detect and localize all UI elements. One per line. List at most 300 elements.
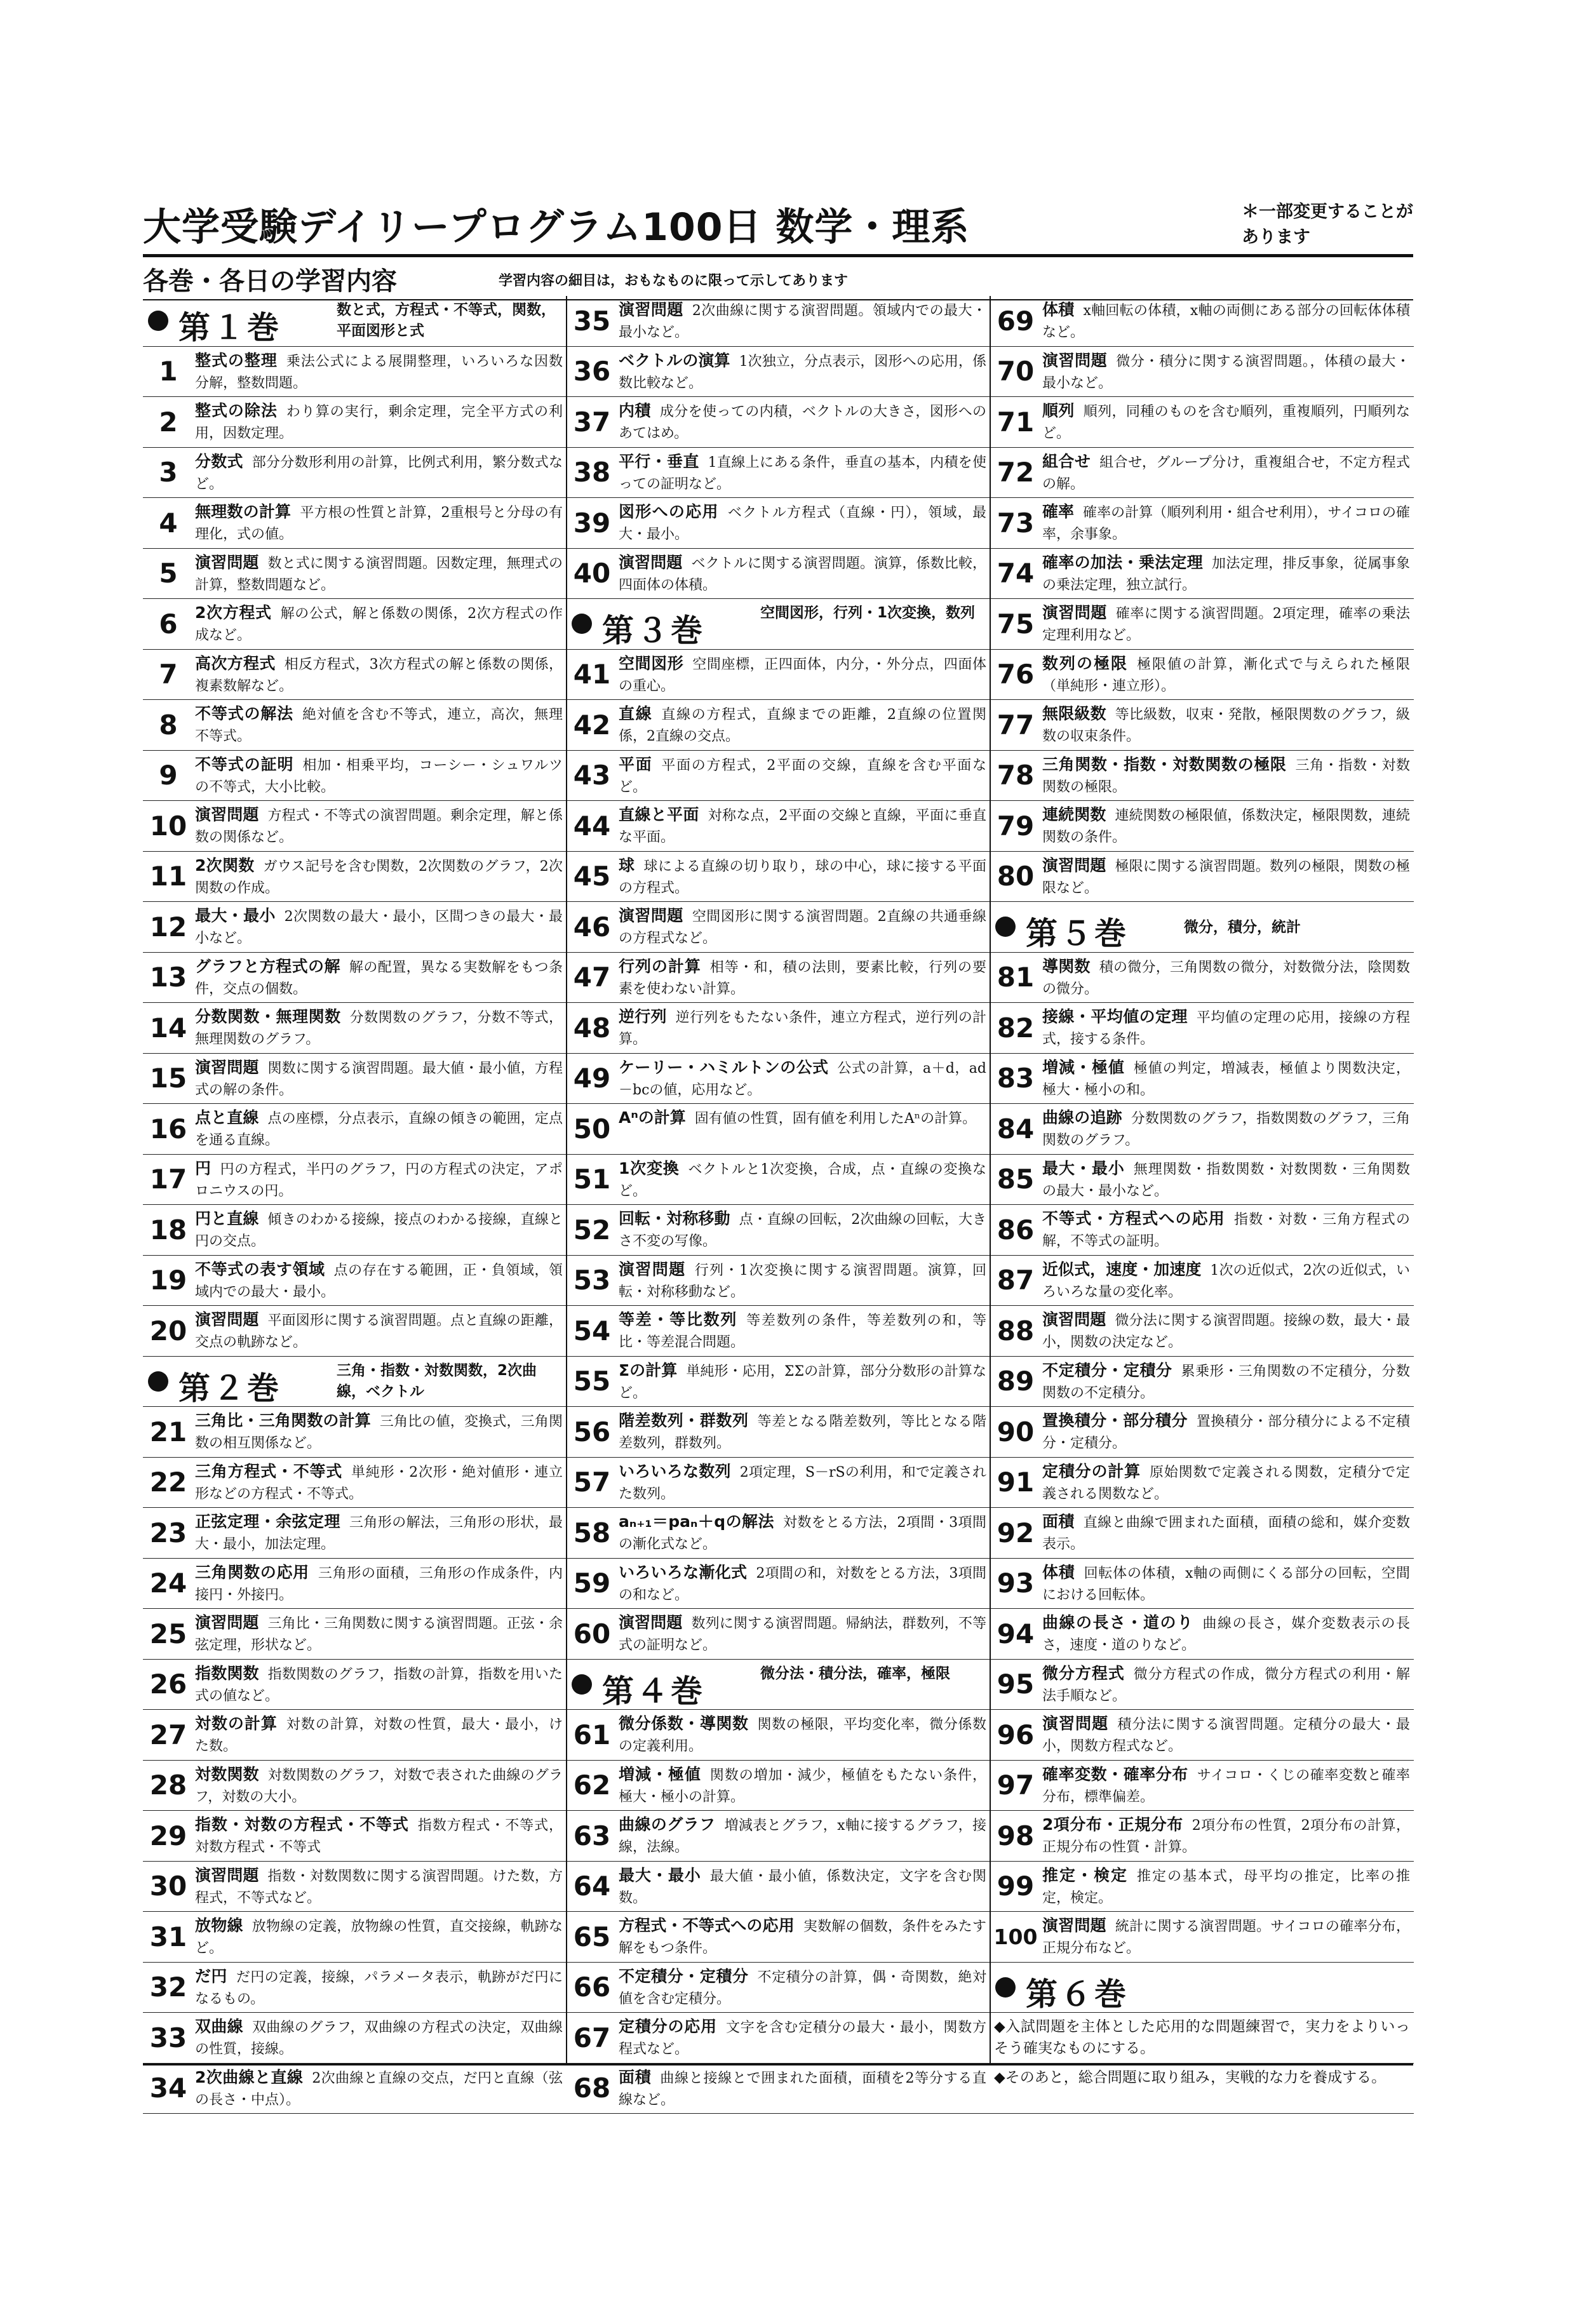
day-topic: 整式の整理 xyxy=(195,351,278,370)
day-description: 2次曲線と直線の交点，だ円と直線（弦の長さ・中点）。 xyxy=(195,2070,563,2108)
day-number: 71 xyxy=(997,406,1035,438)
volume-header xyxy=(990,902,1414,953)
day-entry xyxy=(990,1912,1414,1963)
day-entry xyxy=(567,498,990,549)
day-topic: グラフと方程式の解 xyxy=(195,957,340,976)
day-description: 極値の判定，増減表，極値より関数決定，極大・極小の和。 xyxy=(1042,1060,1410,1098)
day-description: 指数・対数関数に関する演習問題。けた数，方程式，不等式など。 xyxy=(195,1868,563,1906)
day-entry xyxy=(990,1761,1414,1811)
day-content xyxy=(195,1006,563,1051)
schedule-column-1 xyxy=(143,296,567,2108)
day-description: 直線と曲線で囲まれた面積，面積の総和，媒介変数表示。 xyxy=(1042,1515,1410,1552)
day-content xyxy=(195,1612,563,1656)
day-content xyxy=(1042,703,1410,748)
bullet-icon xyxy=(148,311,168,331)
day-topic: 方程式・不等式への応用 xyxy=(619,1916,795,1935)
day-topic: 導関数 xyxy=(1042,957,1091,976)
volume-subject: 数と式，方程式・不等式，関数，平面図形と式 xyxy=(337,302,556,339)
day-content xyxy=(1042,1814,1410,1858)
day-entry xyxy=(990,801,1414,852)
day-description: 三角形の面積，三角形の作成条件，内接円・外接円。 xyxy=(195,1565,563,1603)
day-topic: 不定積分・定積分 xyxy=(1042,1360,1172,1380)
day-topic: 微分方程式 xyxy=(1042,1663,1125,1683)
day-number: 66 xyxy=(573,1971,611,2003)
day-content xyxy=(1042,855,1410,899)
day-description: 微分法に関する演習問題。接線の数，最大・最小，関数の決定など。 xyxy=(1042,1313,1410,1350)
day-content xyxy=(619,1612,986,1656)
day-content xyxy=(619,855,986,899)
day-number: 24 xyxy=(149,1568,187,1599)
day-number: 20 xyxy=(149,1315,187,1347)
day-entry xyxy=(990,852,1414,903)
day-number: 75 xyxy=(997,608,1035,640)
day-number: 13 xyxy=(149,962,187,993)
day-topic: 演習問題 xyxy=(619,906,683,925)
day-entry xyxy=(990,953,1414,1004)
day-content xyxy=(1042,1915,1410,1959)
day-content xyxy=(619,1208,986,1253)
day-content xyxy=(619,1410,986,1454)
day-entry xyxy=(567,1357,990,1407)
day-description: 空間座標，正四面体，内分，・外分点，四面体の重心。 xyxy=(619,656,986,694)
day-description: 相反方程式，3次方程式の解と係数の関係，複素数解など。 xyxy=(195,656,563,694)
title-note: ＊一部変更することがあります xyxy=(1242,202,1413,247)
day-description: 積分法に関する演習問題。定積分の最大・最小，関数方程式など。 xyxy=(1042,1717,1410,1754)
day-description: 関数の増加・減少，極値をもたない条件，極大・極小の計算。 xyxy=(619,1767,986,1805)
day-number: 95 xyxy=(997,1669,1035,1700)
day-entry xyxy=(567,700,990,751)
day-topic: 点と直線 xyxy=(195,1108,259,1127)
volume-label: 第１巻 xyxy=(178,309,281,346)
day-entry xyxy=(143,650,567,701)
day-description: 統計に関する演習問題。サイコロの確率分布，正規分布など。 xyxy=(1042,1919,1410,1956)
day-content xyxy=(619,552,986,596)
day-topic: 演習問題 xyxy=(1042,603,1107,622)
day-description: 対数の計算，対数の性質，最大・最小，けた数。 xyxy=(195,1717,563,1754)
day-number: 52 xyxy=(573,1214,611,1246)
day-number: 35 xyxy=(573,305,611,337)
day-number: 86 xyxy=(997,1214,1035,1246)
day-content xyxy=(195,1663,563,1707)
day-topic: 曲線のグラフ xyxy=(619,1815,716,1834)
day-content xyxy=(619,754,986,798)
day-description: 関数の極限，平均変化率，微分係数の定義利用。 xyxy=(619,1717,986,1754)
day-entry xyxy=(990,1609,1414,1660)
day-number: 28 xyxy=(149,1770,187,1801)
day-topic: 組合せ xyxy=(1042,452,1091,471)
day-content xyxy=(1042,1865,1410,1909)
day-entry xyxy=(990,397,1414,448)
day-entry xyxy=(990,1155,1414,1206)
day-entry xyxy=(143,1862,567,1912)
day-description: 増減表とグラフ，x軸に接するグラフ，接線，法線。 xyxy=(619,1818,986,1855)
day-entry xyxy=(567,1407,990,1458)
day-entry xyxy=(990,1205,1414,1256)
volume-subject: 三角・指数・対数関数，2次曲線，ベクトル xyxy=(337,1362,537,1400)
day-number: 27 xyxy=(149,1719,187,1750)
day-number: 98 xyxy=(997,1820,1035,1851)
day-topic: 確率変数・確率分布 xyxy=(1042,1764,1188,1783)
day-number: 100 xyxy=(993,1924,1038,1949)
day-topic: 平面 xyxy=(619,755,653,774)
day-content xyxy=(1042,1713,1410,1757)
day-entry xyxy=(567,2064,990,2114)
day-topic: 演習問題 xyxy=(619,300,683,319)
day-description: 置換積分・部分積分による不定積分・定積分。 xyxy=(1042,1414,1410,1451)
day-content xyxy=(619,1259,986,1303)
day-number: 79 xyxy=(997,810,1035,842)
day-description: 直線の方程式，直線までの距離，2直線の位置関係，2直線の交点。 xyxy=(619,707,986,744)
day-number: 23 xyxy=(149,1517,187,1548)
day-content xyxy=(1042,956,1410,1000)
day-description: 微分方程式の作成，微分方程式の利用・解法手順など。 xyxy=(1042,1666,1410,1704)
day-description: 文字を含む定積分の最大・最小，関数方程式など。 xyxy=(619,2020,986,2057)
day-content xyxy=(619,905,986,950)
day-description: 分数関数のグラフ，分数不等式，無理関数のグラフ。 xyxy=(195,1010,563,1047)
day-topic: aₙ₊₁＝paₙ＋qの解法 xyxy=(619,1512,774,1531)
day-content xyxy=(195,350,563,394)
day-number: 34 xyxy=(149,2072,187,2104)
day-topic: 曲線の追跡 xyxy=(1042,1108,1122,1127)
day-entry xyxy=(143,1609,567,1660)
day-content xyxy=(1042,1309,1410,1353)
day-entry xyxy=(143,498,567,549)
day-content xyxy=(619,350,986,394)
day-number: 17 xyxy=(149,1164,187,1195)
day-number: 43 xyxy=(573,760,611,791)
day-topic: 推定・検定 xyxy=(1042,1865,1128,1884)
day-description: 三角比の値，変換式，三角関数の相互関係など。 xyxy=(195,1414,563,1451)
day-description: だ円の定義，接線，パラメータ表示，軌跡がだ円になるもの。 xyxy=(195,1969,563,2007)
day-topic: 演習問題 xyxy=(195,1613,259,1632)
day-description: 回転体の体積，x軸の両側にくる部分の回転，空間における回転体。 xyxy=(1042,1565,1410,1603)
day-topic: 最大・最小 xyxy=(1042,1159,1125,1178)
day-content xyxy=(619,1562,986,1606)
day-content xyxy=(195,451,563,495)
day-description: 確率の計算（順列利用・組合せ利用），サイコロの確率，余事象。 xyxy=(1042,505,1410,542)
day-number: 88 xyxy=(997,1315,1035,1347)
day-topic: 順列 xyxy=(1042,401,1075,420)
day-entry xyxy=(567,902,990,953)
day-content xyxy=(619,1158,986,1202)
day-topic: 三角関数・指数・対数関数の極限 xyxy=(1042,755,1287,774)
day-content xyxy=(619,400,986,445)
day-entry xyxy=(990,498,1414,549)
day-number: 63 xyxy=(573,1820,611,1851)
day-description: 点・直線の回転，2次曲線の回転，大きさ不変の写像。 xyxy=(619,1212,986,1249)
day-number: 65 xyxy=(573,1921,611,1952)
day-entry xyxy=(143,1155,567,1206)
day-number: 25 xyxy=(149,1618,187,1649)
grid-bottom-rule xyxy=(143,2064,1413,2065)
day-content xyxy=(1042,299,1410,344)
day-number: 99 xyxy=(997,1871,1035,1902)
day-content xyxy=(195,905,563,950)
day-content xyxy=(619,1865,986,1909)
day-entry xyxy=(567,347,990,398)
day-topic: 直線 xyxy=(619,704,653,723)
day-topic: 正弦定理・余弦定理 xyxy=(195,1512,340,1531)
day-entry xyxy=(567,1155,990,1206)
day-content xyxy=(1042,1006,1410,1051)
day-number: 31 xyxy=(149,1921,187,1952)
day-content xyxy=(619,1915,986,1959)
day-topic: 置換積分・部分積分 xyxy=(1042,1411,1188,1430)
day-number: 7 xyxy=(159,659,178,690)
day-entry xyxy=(143,1761,567,1811)
day-entry xyxy=(567,1054,990,1105)
day-number: 67 xyxy=(573,2022,611,2053)
day-content xyxy=(619,956,986,1000)
day-number: 54 xyxy=(573,1315,611,1347)
day-content xyxy=(195,703,563,748)
day-entry xyxy=(143,448,567,499)
day-entry xyxy=(567,1104,990,1155)
day-description: ベクトルと1次変換，合成，点・直線の変換など。 xyxy=(619,1161,986,1199)
day-topic: 定積分の計算 xyxy=(1042,1461,1141,1481)
day-description: 絶対値を含む不等式，連立，高次，無理不等式。 xyxy=(195,707,563,744)
column-divider xyxy=(990,296,991,2064)
day-number: 18 xyxy=(149,1214,187,1246)
day-description: 対数関数のグラフ，対数で表された曲線のグラフ，対数の大小。 xyxy=(195,1767,563,1805)
day-topic: 階差数列・群数列 xyxy=(619,1411,749,1430)
day-topic: 三角関数の応用 xyxy=(195,1562,309,1582)
day-description: 相等・和，積の法則，要素比較，行列の要素を使わない計算。 xyxy=(619,959,986,997)
day-content xyxy=(619,804,986,849)
day-topic: 連続関数 xyxy=(1042,805,1106,824)
day-description: 分数関数のグラフ，指数関数のグラフ，三角関数のグラフ。 xyxy=(1042,1111,1410,1148)
day-entry xyxy=(990,1710,1414,1761)
day-description: ガウス記号を含む関数，2次関数のグラフ，2次関数の作成。 xyxy=(195,858,563,896)
day-description: 指数・対数・三角方程式の解，不等式の証明。 xyxy=(1042,1212,1410,1249)
day-entry xyxy=(990,1357,1414,1407)
day-content xyxy=(1042,501,1410,546)
day-description: 2項分布の性質，2項分布の計算，正規分布の性質・計算。 xyxy=(1042,1818,1410,1855)
day-number: 33 xyxy=(149,2022,187,2053)
day-entry xyxy=(567,1559,990,1609)
day-entry xyxy=(567,852,990,903)
day-content xyxy=(1042,350,1410,394)
day-content xyxy=(195,552,563,596)
day-content xyxy=(195,1511,563,1555)
day-topic: 演習問題 xyxy=(1042,1714,1109,1733)
day-entry xyxy=(990,1458,1414,1508)
day-description: 極限に関する演習問題。数列の極限，関数の極限など。 xyxy=(1042,858,1410,896)
day-topic: 演習問題 xyxy=(195,805,259,824)
day-topic: 演習問題 xyxy=(195,1865,259,1884)
day-topic: 増減・極値 xyxy=(1042,1058,1125,1077)
day-description: 2項定理，S－rSの利用，和で定義された数列。 xyxy=(619,1464,986,1502)
day-content xyxy=(1042,400,1410,445)
day-topic: 体積 xyxy=(1042,300,1075,319)
bullet-icon xyxy=(572,614,592,634)
day-entry xyxy=(990,1003,1414,1054)
day-number: 93 xyxy=(997,1568,1035,1599)
day-description: 部分分数形利用の計算，比例式利用，繁分数式など。 xyxy=(195,454,563,492)
day-entry xyxy=(143,953,567,1004)
day-entry xyxy=(143,1003,567,1054)
day-description: 単純形・応用，ΣΣの計算，部分分数形の計算など。 xyxy=(619,1363,986,1401)
volume-subject: 空間図形，行列・1次変換，数列 xyxy=(760,605,976,621)
day-description: 2項間の和，対数をとる方法，3項間の和など。 xyxy=(619,1565,986,1603)
day-topic: 定積分の応用 xyxy=(619,2017,717,2036)
day-topic: 空間図形 xyxy=(619,654,684,673)
day-entry xyxy=(143,1660,567,1710)
day-entry xyxy=(990,599,1414,650)
day-number: 55 xyxy=(573,1366,611,1397)
day-number: 68 xyxy=(573,2072,611,2104)
day-entry xyxy=(143,751,567,802)
day-content xyxy=(195,1713,563,1757)
day-description: 球による直線の切り取り，球の中心，球に接する平面の方程式。 xyxy=(619,858,986,896)
day-topic: 演習問題 xyxy=(1042,856,1106,875)
day-description: 固有値の性質，固有値を利用したAⁿの計算。 xyxy=(694,1111,977,1127)
day-number: 22 xyxy=(149,1467,187,1498)
volume-note-text: ◆そのあと，総合問題に取り組み，実戦的な力を養成する。 xyxy=(994,2069,1386,2086)
day-number: 11 xyxy=(149,861,187,892)
day-description: 等差数列の条件，等差数列の和，等比・等差混合問題。 xyxy=(619,1313,986,1350)
day-number: 21 xyxy=(149,1416,187,1447)
section-heading: 各巻・各日の学習内容 xyxy=(143,267,397,296)
day-content xyxy=(195,1461,563,1505)
day-content xyxy=(195,1562,563,1606)
day-description: 積の微分，三角関数の微分，対数微分法，陰関数の微分。 xyxy=(1042,959,1410,997)
day-content xyxy=(195,501,563,546)
day-number: 15 xyxy=(149,1063,187,1094)
day-entry xyxy=(143,347,567,398)
day-topic: 対数の計算 xyxy=(195,1714,278,1733)
day-description: 公式の計算，a＋d，ad－bcの値，応用など。 xyxy=(619,1060,986,1098)
day-number: 90 xyxy=(997,1416,1035,1447)
page-title: 大学受験デイリープログラム100日 数学・理系 xyxy=(143,205,970,250)
day-number: 48 xyxy=(573,1012,611,1044)
day-number: 81 xyxy=(997,962,1035,993)
day-topic: 最大・最小 xyxy=(195,906,276,925)
volume-header xyxy=(567,1660,990,1710)
schedule-column-2 xyxy=(567,296,990,2108)
day-description: 平面の方程式，2平面の交線，直線を含む平面など。 xyxy=(619,757,986,795)
day-content xyxy=(195,1107,563,1152)
day-description: 平面図形に関する演習問題。点と直線の距離，交点の軌跡など。 xyxy=(195,1313,563,1350)
day-number: 29 xyxy=(149,1820,187,1851)
day-number: 94 xyxy=(997,1618,1035,1649)
day-number: 39 xyxy=(573,507,611,539)
day-description: 対称な点，2平面の交線と直線，平面に垂直な平面。 xyxy=(619,808,986,845)
day-number: 72 xyxy=(997,457,1035,488)
day-entry xyxy=(567,650,990,701)
day-entry xyxy=(143,1458,567,1508)
day-content xyxy=(1042,1410,1410,1454)
day-topic: だ円 xyxy=(195,1966,227,1985)
day-topic: 三角方程式・不等式 xyxy=(195,1461,343,1481)
day-entry xyxy=(567,1508,990,1559)
day-number: 53 xyxy=(573,1265,611,1296)
day-topic: 円と直線 xyxy=(195,1209,259,1228)
day-description: 組合せ，グループ分け，重複組合せ，不定方程式の解。 xyxy=(1042,454,1410,492)
day-number: 64 xyxy=(573,1871,611,1902)
day-content xyxy=(195,1259,563,1303)
day-topic: 平行・垂直 xyxy=(619,452,699,471)
day-topic: 整式の除法 xyxy=(195,401,278,420)
day-description: 三角・指数・対数関数の極限。 xyxy=(1042,757,1410,795)
day-content xyxy=(195,956,563,1000)
day-entry xyxy=(567,1003,990,1054)
day-number: 76 xyxy=(997,659,1035,690)
day-number: 40 xyxy=(573,558,611,589)
day-description: 逆行列をもたない条件，連立方程式，逆行列の計算。 xyxy=(619,1010,986,1047)
day-topic: 接線・平均値の定理 xyxy=(1042,1007,1188,1026)
day-entry xyxy=(143,2064,567,2114)
day-content xyxy=(1042,552,1410,596)
day-topic: 三角比・三角関数の計算 xyxy=(195,1411,371,1430)
day-entry xyxy=(143,1811,567,1862)
day-content xyxy=(195,1057,563,1101)
day-topic: 微分係数・導関数 xyxy=(619,1714,749,1733)
day-description: 単純形・2次形・絶対値形・連立形などの方程式・不等式。 xyxy=(195,1464,563,1502)
day-number: 41 xyxy=(573,659,611,690)
day-entry xyxy=(990,751,1414,802)
bullet-icon xyxy=(148,1371,168,1392)
day-entry xyxy=(143,397,567,448)
day-entry xyxy=(143,2013,567,2064)
day-topic: 演習問題 xyxy=(195,553,259,572)
day-topic: いろいろな漸化式 xyxy=(619,1562,748,1582)
volume-header xyxy=(143,296,567,347)
day-description: 1次の近似式，2次の近似式，いろいろな量の変化率。 xyxy=(1042,1262,1410,1300)
day-content xyxy=(1042,653,1410,697)
column-divider xyxy=(566,296,567,2064)
day-topic: 無理数の計算 xyxy=(195,502,292,521)
day-number: 37 xyxy=(573,406,611,438)
day-topic: 円 xyxy=(195,1159,211,1178)
page-sheet xyxy=(143,181,1413,2108)
day-description: 最大値・最小値，係数決定，文字を含む関数。 xyxy=(619,1868,986,1906)
day-entry xyxy=(990,1407,1414,1458)
day-description: 平方根の性質と計算，2重根号と分母の有理化，式の値。 xyxy=(195,505,563,542)
day-content xyxy=(1042,451,1410,495)
day-topic: 逆行列 xyxy=(619,1007,667,1026)
day-topic: 1次変換 xyxy=(619,1159,680,1178)
day-number: 80 xyxy=(997,861,1035,892)
day-topic: Σの計算 xyxy=(619,1360,678,1380)
day-entry xyxy=(143,1104,567,1155)
bullet-icon xyxy=(995,917,1016,937)
day-content xyxy=(195,1966,563,2010)
day-topic: 内積 xyxy=(619,401,651,420)
day-content xyxy=(1042,1562,1410,1606)
day-entry xyxy=(143,1559,567,1609)
day-number: 16 xyxy=(149,1113,187,1145)
day-number: 92 xyxy=(997,1517,1035,1548)
day-content xyxy=(619,1309,986,1353)
day-topic: ケーリー・ハミルトンの公式 xyxy=(619,1058,829,1077)
day-content xyxy=(195,1309,563,1353)
day-content xyxy=(619,1966,986,2010)
day-description: 微分・積分に関する演習問題。，体積の最大・最小など。 xyxy=(1042,353,1410,391)
day-content xyxy=(619,2016,986,2060)
day-topic: 球 xyxy=(619,856,635,875)
day-number: 38 xyxy=(573,457,611,488)
day-entry xyxy=(143,1306,567,1357)
day-topic: 不等式の解法 xyxy=(195,704,293,723)
day-entry xyxy=(567,296,990,347)
day-number: 12 xyxy=(149,911,187,943)
day-topic: 曲線の長さ・道のり xyxy=(1042,1613,1194,1632)
day-content xyxy=(1042,1461,1410,1505)
day-description: 円の方程式，半円のグラフ，円の方程式の決定，アポロニウスの円。 xyxy=(195,1161,563,1199)
day-topic: 数列の極限 xyxy=(1042,654,1128,673)
day-entry xyxy=(143,1407,567,1458)
